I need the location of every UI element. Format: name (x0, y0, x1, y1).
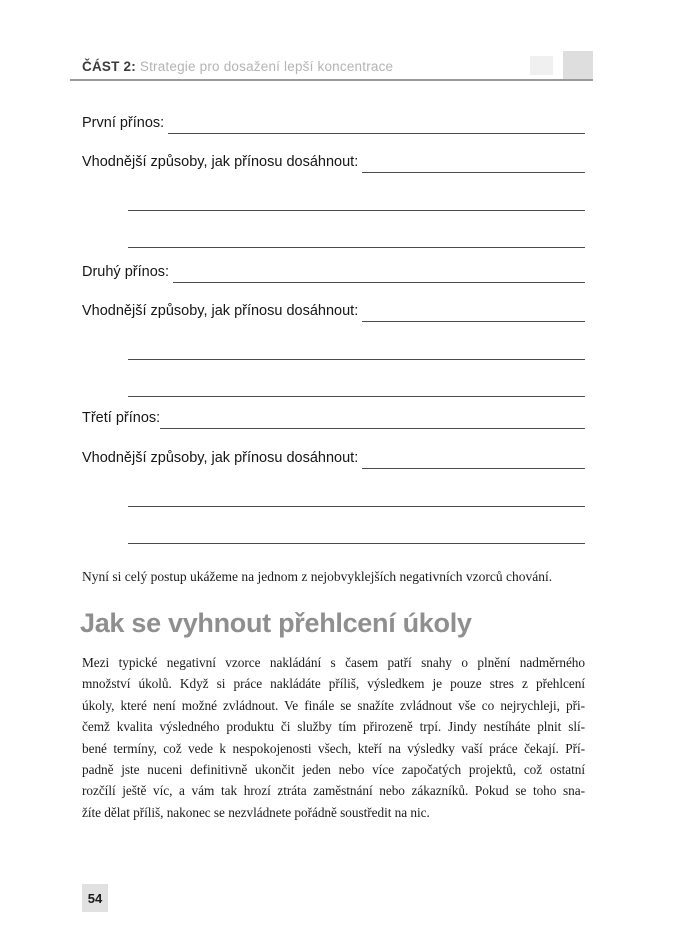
chapter-header (82, 59, 393, 75)
header-decoration-square-light (530, 56, 553, 75)
benefit-2-label: Druhý přínos: (82, 264, 170, 280)
benefit-1-fill-line (168, 112, 585, 134)
header-rule (70, 79, 593, 81)
page-number-box (82, 884, 108, 912)
ways-1-row (82, 152, 585, 173)
ways-3-label: Vhodnější způsoby, jak přínosu dosáhnout: (82, 450, 359, 466)
ways-3-row (82, 448, 585, 469)
body-paragraph (82, 652, 585, 823)
benefit-3-label: Třetí přínos: (82, 410, 161, 426)
ways-2-blank-line-2 (128, 396, 585, 397)
benefit-3-row (82, 408, 585, 429)
ways-1-blank-line-2 (128, 247, 585, 248)
ways-2-fill-line (362, 300, 585, 322)
chapter-title: Strategie pro dosažení lepší koncentrace (139, 59, 394, 74)
benefit-1-label: První přínos: (82, 115, 165, 131)
benefit-2-fill-line (173, 261, 585, 283)
body-line: rozčílí ještě víc, a vám tak hrozí ztráta zaměstnání nebo zákazníků. Pokud se toho sna- (82, 783, 585, 799)
ways-3-blank-line-1 (128, 506, 585, 507)
ways-2-blank-line-1 (128, 359, 585, 360)
body-line: úkoly, které není možné zvládnout. Ve finále se snažíte zvládnout vše co nejrychleji, při- (82, 697, 585, 713)
ways-2-row (82, 301, 585, 322)
header-decoration-square-dark (563, 51, 593, 81)
ways-2-label: Vhodnější způsoby, jak přínosu dosáhnout: (82, 303, 359, 319)
ways-3-blank-line-2 (128, 543, 585, 544)
ways-1-fill-line (362, 151, 585, 173)
benefit-1-row (82, 113, 585, 134)
body-line: bené termíny, což vede k nespokojenosti všech, kteří na výsledky vaší práce čekají. Pří- (82, 740, 585, 756)
benefit-2-row (82, 262, 585, 283)
benefit-3-fill-line (160, 407, 585, 429)
chapter-part-label: ČÁST 2: (82, 59, 136, 74)
body-line: čemž kvalita výsledného produktu či služby tím přirozeně trpí. Jindy nestíháte plnit slí- (82, 719, 585, 735)
body-line: padně jste nuceni definitivně ukončit jeden nebo více započatých projektů, což ostatní (82, 761, 585, 777)
ways-3-fill-line (362, 447, 585, 469)
ways-1-blank-line-1 (128, 210, 585, 211)
page-number: 54 (87, 890, 103, 906)
body-line: Mezi typické negativní vzorce nakládání s časem patří snahy o plnění nadměrného (82, 655, 585, 670)
intro-sentence: Nyní si celý postup ukážeme na jednom z nejobvyklejších negativních vzorců chování. (82, 569, 553, 584)
body-line: množství úkolů. Když si práce nakládáte příliš, výsledkem je pouze stres z přehlcení (82, 676, 585, 692)
body-line: žíte dělat příliš, nakonec se nezvládnete pořádně soustředit na nic. (82, 804, 430, 820)
ways-1-label: Vhodnější způsoby, jak přínosu dosáhnout: (82, 154, 359, 170)
section-heading: Jak se vyhnout přehlcení úkoly (80, 608, 472, 638)
